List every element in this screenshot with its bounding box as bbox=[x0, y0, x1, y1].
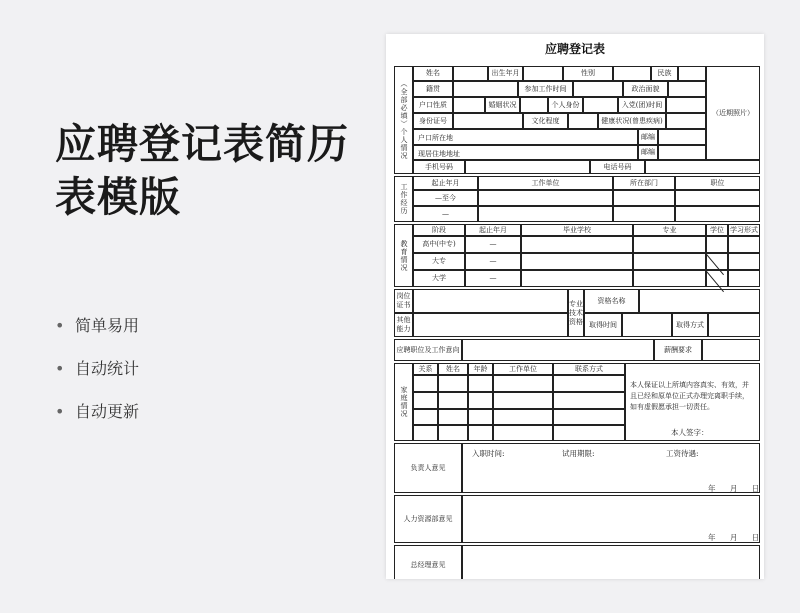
label-highschool: 高中(中专) bbox=[413, 236, 465, 253]
hire-time-label: 入职时间: bbox=[472, 449, 505, 458]
family-cell[interactable] bbox=[438, 375, 468, 392]
value-politics[interactable] bbox=[668, 81, 706, 97]
feature-label: 自动统计 bbox=[75, 359, 140, 378]
label-gm-opinion: 总经理意见 bbox=[394, 545, 462, 579]
value-hs-degree[interactable] bbox=[706, 236, 728, 253]
value-postcode-2[interactable] bbox=[658, 145, 706, 160]
label-position: 职位 bbox=[675, 176, 760, 190]
label-education: 文化程度 bbox=[523, 113, 568, 129]
value-ethnicity[interactable] bbox=[678, 66, 706, 81]
family-cell[interactable] bbox=[493, 375, 553, 392]
family-cell[interactable] bbox=[468, 425, 493, 441]
value-mobile[interactable] bbox=[465, 160, 590, 174]
value-salary[interactable] bbox=[702, 339, 760, 361]
value-postcode[interactable] bbox=[658, 129, 706, 145]
family-cell[interactable] bbox=[553, 375, 625, 392]
label-major: 专业 bbox=[633, 224, 706, 236]
label-hukou-type: 户口性质 bbox=[413, 97, 453, 113]
value-apply-pos[interactable] bbox=[462, 339, 654, 361]
date-label: 年 月 日 bbox=[708, 484, 760, 493]
label-degree: 学位 bbox=[706, 224, 728, 236]
headline: 应聘登记表简历表模版 bbox=[55, 120, 349, 221]
label-postcode-2: 邮编 bbox=[638, 145, 658, 160]
label-gender: 性别 bbox=[563, 66, 613, 81]
signature-label: 本人签字： bbox=[671, 428, 709, 437]
value-work-start[interactable] bbox=[573, 81, 623, 97]
label-salary: 薪酬要求 bbox=[654, 339, 702, 361]
value-name[interactable] bbox=[453, 66, 488, 81]
label-health: 健康状况(曾患疾病) bbox=[598, 113, 666, 129]
personal-side-label: （全部必填）个人情况 bbox=[394, 66, 413, 174]
label-funit: 工作单位 bbox=[493, 363, 553, 375]
value-college-mode[interactable] bbox=[728, 253, 760, 270]
label-other-skill: 其他能力 bbox=[394, 313, 413, 337]
value-period-1[interactable]: —至今 bbox=[413, 190, 478, 206]
label-current-addr: 现居住地地址 bbox=[413, 145, 638, 160]
value-marital[interactable] bbox=[520, 97, 548, 113]
label-fname: 姓名 bbox=[438, 363, 468, 375]
family-cell[interactable] bbox=[468, 409, 493, 425]
family-cell[interactable] bbox=[413, 375, 438, 392]
value-qual-name[interactable] bbox=[639, 289, 760, 313]
value-hs-school[interactable] bbox=[521, 236, 633, 253]
value-college-period[interactable]: — bbox=[465, 253, 521, 270]
label-college: 大专 bbox=[413, 253, 465, 270]
label-ethnicity: 民族 bbox=[651, 66, 678, 81]
label-post-cert: 岗位证书 bbox=[394, 289, 413, 313]
label-apply-pos: 应聘职位及工作意向 bbox=[394, 339, 462, 361]
value-obtain-way[interactable] bbox=[708, 313, 760, 337]
label-qual-name: 资格名称 bbox=[584, 289, 639, 313]
value-party-join[interactable] bbox=[666, 97, 706, 113]
value-uni-period[interactable]: — bbox=[465, 270, 521, 287]
family-cell[interactable] bbox=[438, 392, 468, 409]
value-college-school[interactable] bbox=[521, 253, 633, 270]
pay-label: 工资待遇: bbox=[666, 449, 699, 458]
label-party-join: 入党(团)时间 bbox=[618, 97, 666, 113]
family-cell[interactable] bbox=[468, 375, 493, 392]
value-hs-period[interactable]: — bbox=[465, 236, 521, 253]
label-school: 毕业学校 bbox=[521, 224, 633, 236]
bullet-icon: • bbox=[55, 316, 65, 335]
family-cell[interactable] bbox=[493, 409, 553, 425]
bullet-icon: • bbox=[55, 359, 65, 378]
label-name: 姓名 bbox=[413, 66, 453, 81]
value-gender[interactable] bbox=[613, 66, 651, 81]
feature-label: 自动更新 bbox=[75, 402, 140, 421]
label-obtain-way: 取得方式 bbox=[672, 313, 708, 337]
family-side-label: 家庭情况 bbox=[394, 363, 413, 441]
label-stage: 阶段 bbox=[413, 224, 465, 236]
value-obtain-time[interactable] bbox=[622, 313, 672, 337]
value-position-2[interactable] bbox=[675, 206, 760, 222]
family-cell[interactable] bbox=[493, 425, 553, 441]
label-phone: 电话号码 bbox=[590, 160, 645, 174]
label-period-2: 起止年月 bbox=[465, 224, 521, 236]
family-cell[interactable] bbox=[553, 425, 625, 441]
value-native[interactable] bbox=[453, 81, 518, 97]
family-cell[interactable] bbox=[438, 409, 468, 425]
value-hs-mode[interactable] bbox=[728, 236, 760, 253]
pledge-text: 本人保证以上所填内容真实、有效，并且已经和原单位正式办理完离职手续，如有虚假愿承担一切责任。 bbox=[625, 363, 760, 441]
value-employer-1[interactable] bbox=[478, 190, 613, 206]
label-obtain-time: 取得时间 bbox=[584, 313, 622, 337]
family-cell[interactable] bbox=[438, 425, 468, 441]
label-employer: 工作单位 bbox=[478, 176, 613, 190]
feature-item bbox=[55, 401, 139, 444]
value-uni-major[interactable] bbox=[633, 270, 706, 287]
label-age: 年龄 bbox=[468, 363, 493, 375]
label-marital: 婚姻状况 bbox=[485, 97, 520, 113]
label-tech-qual: 专业技术资格 bbox=[568, 289, 584, 337]
family-cell[interactable] bbox=[468, 392, 493, 409]
bullet-icon: • bbox=[55, 402, 65, 421]
work-side-label: 工作经历 bbox=[394, 176, 413, 222]
feature-item bbox=[55, 358, 139, 401]
value-post-cert[interactable] bbox=[413, 289, 568, 313]
label-period: 起止年月 bbox=[413, 176, 478, 190]
label-hr-opinion: 人力资源部意见 bbox=[394, 495, 462, 543]
label-postcode: 邮编 bbox=[638, 129, 658, 145]
gm-opinion-box[interactable] bbox=[462, 545, 760, 579]
date-label: 年 月 日 bbox=[708, 533, 760, 542]
value-period-2[interactable]: — bbox=[413, 206, 478, 222]
feature-item bbox=[55, 315, 139, 358]
value-identity[interactable] bbox=[583, 97, 618, 113]
family-cell[interactable] bbox=[553, 409, 625, 425]
value-hukou-type[interactable] bbox=[453, 97, 485, 113]
value-other-skill[interactable] bbox=[413, 313, 568, 337]
label-birth: 出生年月 bbox=[488, 66, 523, 81]
feature-list bbox=[55, 315, 139, 444]
value-dept-1[interactable] bbox=[613, 190, 675, 206]
label-politics: 政治面貌 bbox=[623, 81, 668, 97]
label-contact: 联系方式 bbox=[553, 363, 625, 375]
family-cell[interactable] bbox=[553, 392, 625, 409]
value-hs-major[interactable] bbox=[633, 236, 706, 253]
photo-box[interactable]: （近期照片） bbox=[706, 66, 760, 160]
value-uni-mode[interactable] bbox=[728, 270, 760, 287]
label-university: 大学 bbox=[413, 270, 465, 287]
label-relation: 关系 bbox=[413, 363, 438, 375]
value-health[interactable] bbox=[666, 113, 706, 129]
label-hukou-addr: 户口所在地 bbox=[413, 129, 638, 145]
label-identity: 个人身份 bbox=[548, 97, 583, 113]
feature-label: 简单易用 bbox=[75, 316, 140, 335]
form-title: 应聘登记表 bbox=[544, 42, 605, 56]
value-college-major[interactable] bbox=[633, 253, 706, 270]
family-cell[interactable] bbox=[413, 392, 438, 409]
value-dept-2[interactable] bbox=[613, 206, 675, 222]
value-position-1[interactable] bbox=[675, 190, 760, 206]
probation-label: 试用期限: bbox=[562, 449, 595, 458]
value-birth[interactable] bbox=[523, 66, 563, 81]
label-dept: 所在部门 bbox=[613, 176, 675, 190]
value-phone[interactable] bbox=[645, 160, 760, 174]
label-native: 籍贯 bbox=[413, 81, 453, 97]
family-cell[interactable] bbox=[413, 425, 438, 441]
value-uni-school[interactable] bbox=[521, 270, 633, 287]
label-mobile: 手机号码 bbox=[413, 160, 465, 174]
label-work-start: 参加工作时间 bbox=[518, 81, 573, 97]
family-cell[interactable] bbox=[493, 392, 553, 409]
value-employer-2[interactable] bbox=[478, 206, 613, 222]
value-id-no[interactable] bbox=[453, 113, 523, 129]
label-id-no: 身份证号 bbox=[413, 113, 453, 129]
label-lead-opinion: 负责人意见 bbox=[394, 443, 462, 493]
label-study-mode: 学习形式 bbox=[728, 224, 760, 236]
edu-side-label: 教育情况 bbox=[394, 224, 413, 287]
value-education[interactable] bbox=[568, 113, 598, 129]
family-cell[interactable] bbox=[413, 409, 438, 425]
form-preview bbox=[386, 34, 764, 579]
